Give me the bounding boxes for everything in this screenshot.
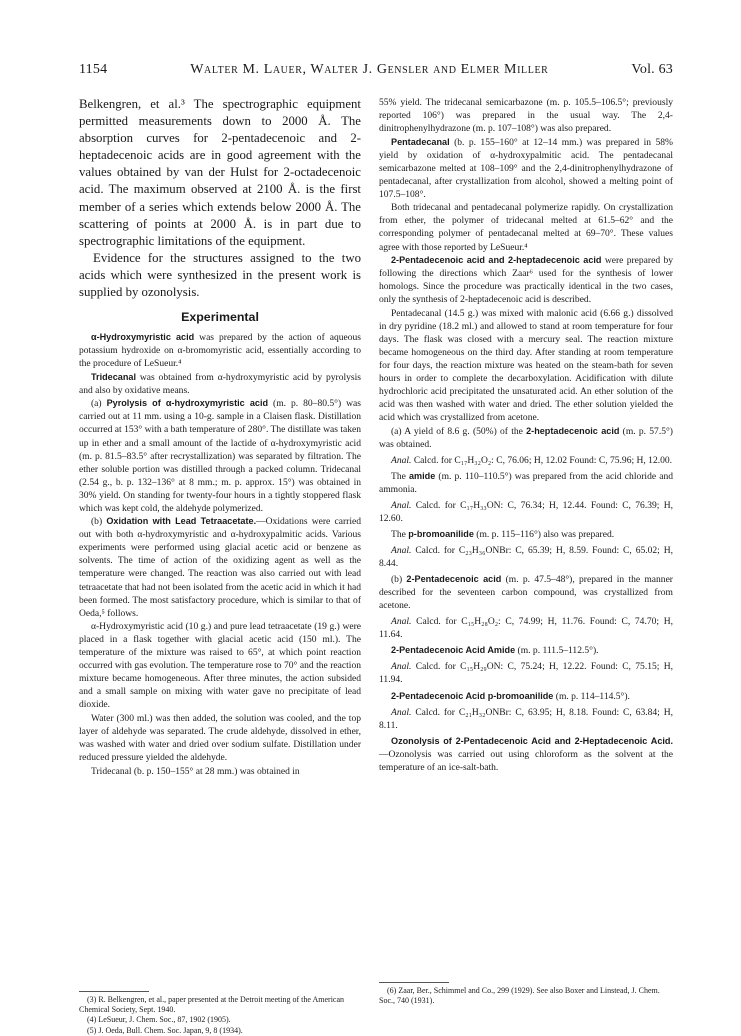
footnotes-right	[379, 976, 673, 1006]
compound-name: 2-Pentadecenoic acid	[406, 574, 502, 585]
paragraph-workup: Water (300 ml.) was then added, the solution was cooled, and the top layer of aldehyde was separated. The crude aldehyde, dissolved in ether, was washed with water and dried over sodium sulfate. Distillation under reduced pressure yielded the aldehyde.	[79, 712, 361, 764]
paragraph-tridecanal-bp: Tridecanal (b. p. 150–155° at 28 mm.) was obtained in	[91, 765, 300, 777]
left-column	[79, 96, 362, 1035]
paragraph-polymerize: Both tridecanal and pentadecanal polymerize rapidly. On crystallization from ether, the polymer of tridecanal melted at 61.5–62° and the corresponding polymer of pentadecanal melted at 69–70°. These values agree with those reported by LeSueur.⁴	[379, 202, 673, 253]
run-in-heading: α-Hydroxymyristic acid	[91, 332, 195, 343]
paragraph-text: (m. p. 115–116°) also was prepared.	[473, 529, 615, 540]
footnote-4: (4) LeSueur, J. Chem. Soc., 87, 1902 (1905).	[87, 1015, 231, 1025]
item-label: (b)	[91, 516, 107, 528]
analysis-label: Anal.	[391, 616, 412, 628]
analysis-1	[379, 454, 673, 467]
footnote-5: (5) J. Oeda, Bull. Chem. Soc. Japan, 9, 8 (1934).	[87, 1025, 243, 1035]
compound-name: 2-Pentadecenoic Acid Amide	[391, 645, 516, 656]
paragraph-text: The	[391, 470, 409, 482]
analysis-values: Calcd. for C₁₅H₂₈O₂: C, 74.99; H, 11.76. Found: C, 74.70; H, 11.64.	[379, 616, 674, 641]
analysis-label: Anal.	[391, 454, 412, 466]
footnote-rule	[379, 982, 449, 983]
paragraph-tridecanal	[79, 371, 361, 397]
analysis-values: Calcd. for C₂₃H₃₆ONBr: C, 65.39; H, 8.59. Found: C, 65.02; H, 8.44.	[379, 545, 673, 570]
paragraph-text: (b. p. 155–160° at 12–14 mm.) was prepared in 58% yield by oxidation of α-hydroxypalmitic acid. The pentadecanal semicarbazone melted at 108–109° and the 2,4-dinitrophenylhydrazone of pentadecanal, after crystallization from alcohol, showed a melting point of 107.5–108°.	[379, 136, 673, 200]
paragraph-yield-heptadecenoic	[379, 425, 673, 451]
paragraph-pentadecenoic-amide	[379, 644, 673, 657]
footnote-rule	[79, 991, 149, 992]
paragraph-text: was obtained from α-hydroxymyristic acid by pyrolysis and also by oxidative means.	[79, 371, 361, 396]
analysis-values: Calcd. for C₁₅H₂₉ON: C, 75.24; H, 12.22. Found: C, 75.15; H, 11.94.	[379, 661, 673, 686]
compound-name: 2-heptadecenoic acid	[526, 425, 620, 436]
paragraph-acids-synthesis	[379, 254, 673, 306]
run-in-heading: Ozonolysis of 2-Pentadecenoic Acid and 2-Heptadecenoic Acid.	[391, 735, 673, 746]
analysis-values: Calcd. for C₁₇H₃₂O₂: C, 76.06; H, 12.02 Found: C, 75.96; H, 12.00.	[413, 454, 673, 466]
paragraph-continued: 55% yield. The tridecanal semicarbazone (m. p. 105.5–106.5°; previously reported 106°) was prepared in the usual way. The 2,4-dinitrophenylhydrazone (m. p. 107–108°) was also prepared.	[379, 97, 673, 135]
intro-paragraph-2: Evidence for the structures assigned to the two acids which were synthesized in the present work is supplied by ozonolysis.	[79, 250, 361, 300]
analysis-label: Anal.	[391, 706, 412, 718]
paragraph-text: (a) A yield of 8.6 g. (50%) of the	[391, 425, 527, 437]
paragraph-text: (m. p. 114–114.5°).	[553, 690, 630, 702]
page-number: 1154	[79, 62, 108, 77]
analysis-2	[379, 499, 673, 525]
paragraph-pentadecenoic	[379, 573, 673, 612]
analysis-values: Calcd. for C₁₇H₃₃ON: C, 76.34; H, 12.44. Found: C, 76.39; H, 12.60.	[379, 499, 673, 524]
paragraph-text: (b)	[391, 574, 407, 586]
compound-name: p-bromoanilide	[408, 529, 474, 539]
paragraph-text: The	[391, 529, 409, 540]
paragraph-malonic: Pentadecanal (14.5 g.) was mixed with malonic acid (6.66 g.) dissolved in dry pyridine (18.2 ml.) and allowed to stand at room temperature for four days. The flask was closed with a mercury seal. The reaction mixture became homogeneous on the third day. After standing at room temperature for four days, the reaction mixture was heated on the steam-bath for seven hours in order to complete the decarboxylation. Acidification with dilute hydrochloric acid precipitated the unsaturated acid. An ether solution of the acid was then washed with water and dried. The ether solution yielded the acid which was crystallized from acetone.	[379, 307, 673, 424]
paragraph-text: were prepared by following the directions which Zaar⁶ used for the synthesis of lower homologs. Since the procedure was practically identical in the two cases, only the synthesis of 2-heptadecenoic acid is described.	[379, 255, 673, 306]
paragraph-text: —Ozonolysis was carried out using chloroform as the solvent at the temperature of an ice-salt-bath.	[379, 748, 673, 773]
running-header	[79, 62, 673, 78]
run-in-heading: Pyrolysis of α-hydroxymyristic acid	[106, 398, 269, 409]
paragraph-amide	[379, 470, 673, 496]
paragraph-procedure: α-Hydroxymyristic acid (10 g.) and pure lead tetraacetate (19 g.) were placed in a flask together with glacial acetic acid (150 ml.). The temperature of the mixture was raised to 65°, at which point reaction occurred with gas evolution. The temperature rose to 70° and the reaction mixture became homogeneous. After three minutes, the action subsided and a small sample on mixing with water gave no precipitate of lead dioxide.	[79, 621, 361, 711]
run-in-heading: Oxidation with Lead Tetraacetate.	[106, 516, 257, 527]
run-in-heading: Pentadecanal	[391, 136, 450, 147]
volume-label: Vol. 63	[631, 62, 673, 77]
analysis-5	[379, 660, 673, 686]
paragraph-pyrolysis	[79, 397, 361, 514]
paragraph-pentadecenoic-bromoanilide	[379, 690, 673, 703]
paragraph-ozonolysis	[379, 735, 673, 774]
paragraph-pentadecanal	[379, 136, 673, 201]
compound-name: 2-Pentadecenoic Acid p-bromoanilide	[391, 690, 554, 701]
paragraph-text: (m. p. 110–110.5°) was prepared from the acid chloride and ammonia.	[379, 470, 674, 495]
right-column	[379, 96, 674, 1006]
footnote-3: (3) R. Belkengren, et al., paper presented at the Detroit meeting of the American Chemical Society, Sept. 1940.	[79, 995, 345, 1015]
section-heading-experimental: Experimental	[181, 310, 259, 325]
item-label: (a)	[91, 398, 107, 410]
analysis-6	[379, 706, 673, 732]
paragraph-text: (m. p. 57.5°) was obtained.	[379, 425, 673, 450]
analysis-label: Anal.	[391, 545, 412, 557]
paragraph-text: —Oxidations were carried out with both α-hydroxymyristic and α-hydroxypalmitic acids. Various experiments were performed using glacial acetic acid or benzene as solvents. The time of action of the oxidizing agent as well as the temperature were changed. The reaction was also carried out with lead tetraacetate that had not been isolated from the acetic acid in which it had been formed. The most satisfactory procedure, which is similar to that of Oeda,⁵ follows.	[79, 516, 361, 619]
footnote-6: (6) Zaar, Ber., Schimmel and Co., 299 (1929). See also Boxer and Linstead, J. Chem. Soc., 740 (1931).	[379, 986, 660, 1006]
analysis-label: Anal.	[391, 661, 412, 673]
paragraph-text: (m. p. 47.5–48°), prepared in the manner described for the seventeen carbon compound, was crystallized from acetone.	[379, 574, 673, 612]
compound-name: amide	[408, 470, 436, 481]
intro-paragraph-1: Belkengren, et al.³ The spectrographic equipment permitted measurements down to 2000 Å. The absorption curves for 2-pentadecenoic and 2-heptadecenoic acids are in good agreement with the values obtained by van der Hulst for 2-octadecenoic acid. The maximum observed at 2100 Å. is the first member of a series which extends below 2000 Å. The scattering of points at 2000 Å. is in part due to spectrographic limitations of the equipment.	[79, 97, 361, 248]
paragraph-bromoanilide	[379, 528, 673, 541]
run-in-heading: 2-Pentadecenoic acid and 2-heptadecenoic acid	[391, 255, 602, 266]
paragraph-hydroxymyristic	[79, 331, 361, 370]
footnotes-left	[79, 985, 361, 1036]
run-in-heading: Tridecanal	[91, 371, 136, 382]
analysis-values: Calcd. for C₂₁H₃₂ONBr: C, 63.95; H, 8.18. Found: C, 63.84; H, 8.11.	[379, 706, 673, 731]
analysis-label: Anal.	[391, 499, 412, 511]
paragraph-text: (m. p. 111.5–112.5°).	[515, 645, 599, 657]
paragraph-text: (m. p. 80–80.5°) was carried out at 11 mm. using a 10-g. sample in a Claisen flask. Distillation occurred at 153° with a bath temperature of 280°. The distillate was taken up in ether and a small amount of the lactide of α-hydroxymyristic acid (m. p. 81.5–83.5° after recrystallization) was separated by filtration. The ether soluble portion was distilled through a packed column. Tridecanal (2.54 g., b. p. 132–136° at 8 mm.; m. p. approx. 15°) was obtained in 30% yield. On standing for twenty-four hours in a tightly stoppered flask which was kept cold, the aldehyde polymerized.	[79, 398, 361, 514]
paragraph-text: was prepared by the action of aqueous potassium hydroxide on α-bromomyristic acid, essentially according to the procedure of LeSueur.⁴	[79, 332, 362, 370]
analysis-4	[379, 615, 673, 641]
running-authors: Walter M. Lauer, Walter J. Gensler and Elmer Miller	[190, 62, 549, 77]
analysis-3	[379, 544, 673, 570]
paragraph-oxidation	[79, 515, 361, 619]
